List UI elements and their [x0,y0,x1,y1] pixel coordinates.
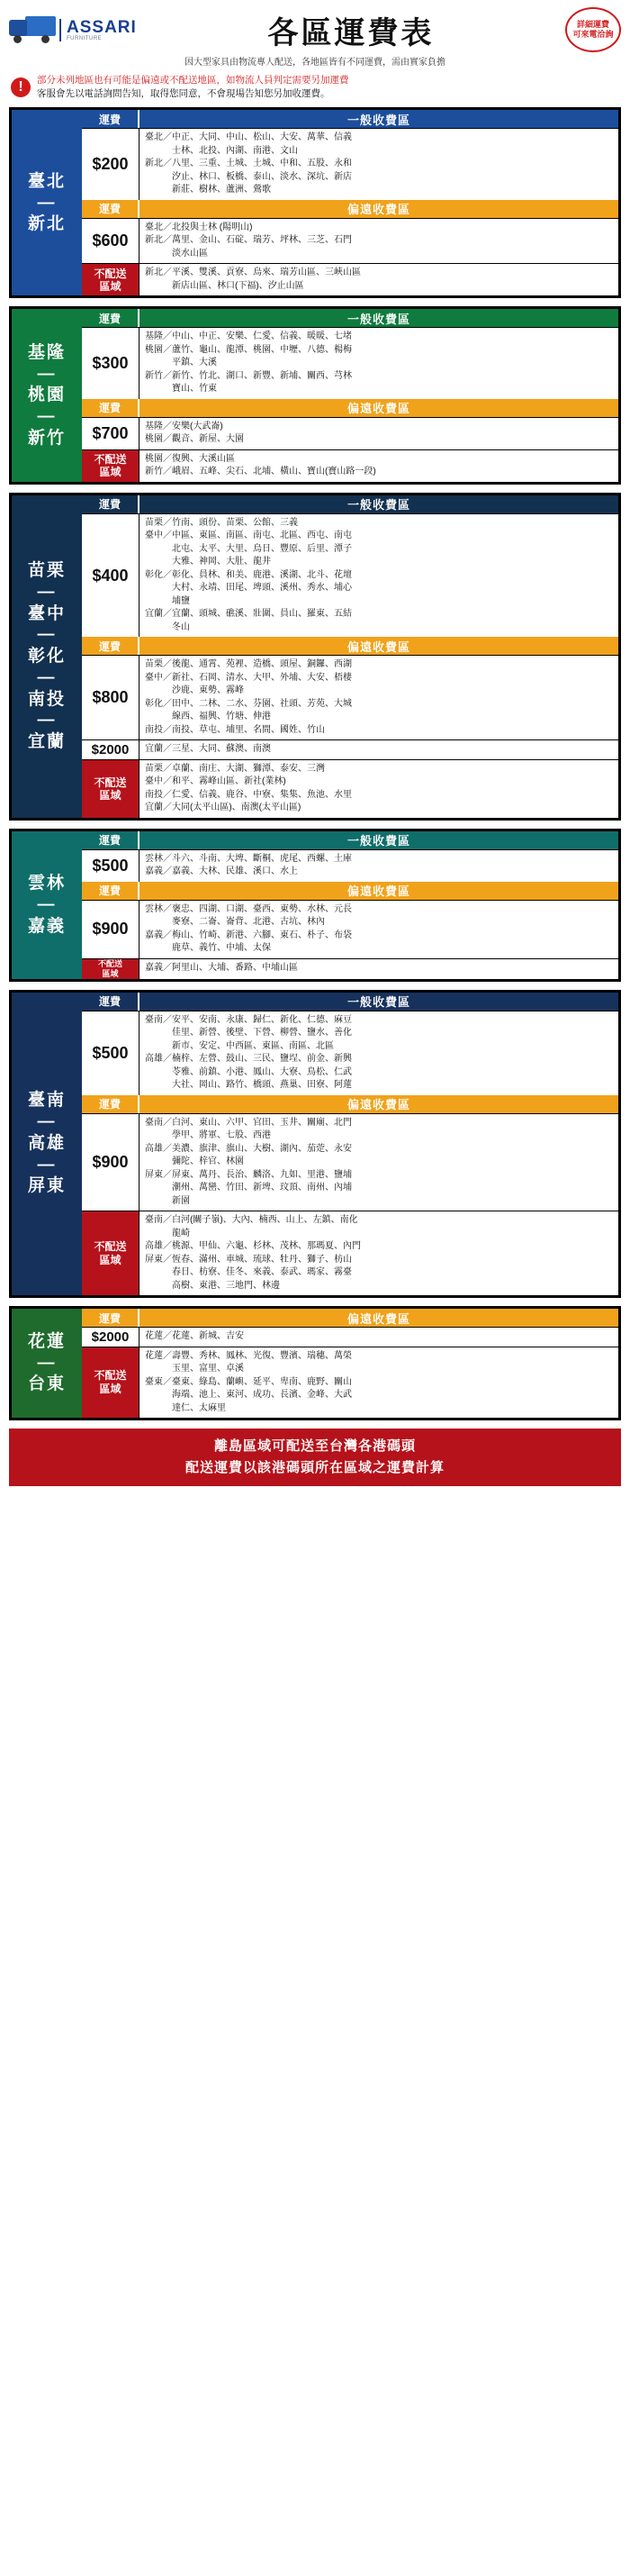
area-line: 新北／平溪、雙溪、貢寮、烏來、瑞芳山區、三峽山區 [145,268,361,278]
area-list [140,656,618,739]
area-line: 大雅、神岡、大肚、龍井 [145,557,271,567]
fee-row [82,128,618,200]
region-rows [82,110,618,295]
fee-price: $800 [82,656,140,739]
area-line: 宜蘭／三星、大同、蘇澳、南澳 [145,744,271,755]
area-line: 臺南／安平、安南、永康、歸仁、新化、仁德、麻豆 [145,1014,352,1025]
fee-row [82,849,618,882]
zone-column-header: 一般收費區 [346,312,410,326]
area-line: 南投／仁愛、信義、鹿谷、中寮、集集、魚池、水里 [145,789,352,800]
area-list [140,219,618,264]
area-line: 冬山 [145,621,190,632]
area-line: 士林、北投、內湖、南港、文山 [145,145,298,156]
fee-price: $500 [82,850,140,882]
area-line: 臺中／新社、石岡、清水、大甲、外埔、大安、梧棲 [145,672,352,683]
remote-zone-header [82,200,618,218]
no-delivery-label: 不配送 區域 [82,450,140,482]
region-rows [82,309,618,482]
zone-column-header: 偏遠收費區 [346,402,410,416]
area-line: 高雄／桃源、甲仙、六龜、杉林、茂林、那瑪夏、內門 [145,1241,361,1252]
area-line: 海端、池上、東河、成功、長濱、金峰、大武 [145,1390,352,1401]
zone-column-header: 偏遠收費區 [346,639,410,654]
area-line: 大社、岡山、路竹、橋頭、燕巢、田寮、阿蓮 [145,1080,352,1091]
notice-line-2: 客服會先以電話詢問告知，取得您同意，不會現場告知您另加收運費。 [37,88,330,100]
exclamation-icon: ! [11,77,31,97]
zone-column-header: 一般收費區 [346,113,410,127]
fee-row [82,327,618,399]
no-delivery-label: 不配送 區域 [82,959,140,979]
area-list [140,850,618,882]
page-subtitle: 因大型家具由物流專人配送，各地區皆有不同運費，需由實家負擔 [184,58,446,68]
fee-column-header: 運費 [82,309,140,327]
area-line: 臺中／中區、東區、南區、南屯、北區、西屯、南屯 [145,531,352,541]
area-line: 苗栗／後龍、通霄、苑裡、造橋、頭屋、銅鑼、西湖 [145,659,352,670]
area-line: 龍崎 [145,1228,190,1238]
normal-zone-header [82,309,618,327]
area-line: 臺中／和平、霧峰山區、新社(業林) [145,776,286,787]
zone-column-header: 偏遠收費區 [346,884,410,899]
fee-row [82,1327,618,1347]
area-line: 新竹／峨眉、五峰、尖石、北埔、橫山、寶山(寶山路一段) [145,467,376,477]
fee-row [82,449,618,482]
fee-row [82,1347,618,1419]
area-list [140,264,618,295]
area-list [140,760,618,818]
area-line: 花蓮／花蓮、新城、吉安 [145,1331,244,1342]
page-title: 各區運費表 [267,15,435,50]
area-line: 新店山區、林口(下福)、汐止山區 [145,280,304,291]
area-line: 桃園／觀音、新屋、大園 [145,434,244,445]
area-line: 苗栗／卓蘭、南庄、大湖、獅潭、泰安、三灣 [145,763,325,774]
area-line: 臺北／中正、大同、中山、松山、大安、萬華、信義 [145,132,352,143]
zone-column-header: 偏遠收費區 [346,1311,410,1326]
fee-row [82,900,618,958]
notice-bar [0,71,630,107]
fee-row [82,958,618,979]
area-list [140,418,618,449]
region-name: 臺北 — 新北 [12,110,82,295]
fee-column-header: 運費 [82,882,140,900]
region-block [9,306,621,485]
no-delivery-label: 不配送 區域 [82,264,140,295]
footer-line-1: 離島區域可配送至台灣各港碼頭 [213,1438,416,1455]
area-line: 桃園／蘆竹、龜山、龍潭、桃園、中壢、八德、楊梅 [145,344,352,355]
region-block [9,990,621,1299]
fee-row [82,759,618,818]
fee-row [82,417,618,449]
normal-zone-header [82,495,618,513]
area-line: 苗栗／竹南、頭份、苗栗、公館、三義 [145,517,298,528]
region-block [9,829,621,982]
footer-note [9,1429,621,1486]
area-line: 平鎮、大溪 [145,358,217,368]
area-line: 淡水山區 [145,248,208,259]
region-name: 臺南 — 高雄 — 屏東 [12,993,82,1296]
region-rows [82,993,618,1296]
region-rows [82,831,618,979]
fee-column-header: 運費 [82,993,140,1011]
area-line: 新北／八里、三重、土城、土城、中和、五股、永和 [145,159,352,169]
brand-name: ASSARI [67,17,137,37]
normal-zone-header [82,993,618,1011]
area-line: 新竹／新竹、竹北、湖口、新豐、新埔、關西、芎林 [145,370,352,381]
zone-column-header: 一般收費區 [346,834,410,848]
region-name: 基隆 — 桃園 — 新竹 [12,309,82,482]
fee-column-header: 運費 [82,637,140,655]
region-rows [82,1309,618,1418]
area-line: 新市、安定、中西區、東區、南區、北區 [145,1040,334,1051]
normal-zone-header [82,831,618,849]
area-line: 彰化／彰化、員林、和美、鹿港、溪湖、北斗、花壇 [145,569,352,580]
area-line: 嘉義／梅山、竹崎、新港、六腳、東石、朴子、布袋 [145,930,352,940]
area-line: 鹿草、義竹、中埔、太保 [145,943,271,954]
area-line: 彌陀、梓官、林園 [145,1156,244,1167]
page-header [0,0,630,56]
region-name: 苗栗 — 臺中 — 彰化 — 南投 — 宜蘭 [12,495,82,818]
area-list [140,328,618,399]
fee-row [82,1011,618,1095]
area-line: 嘉義／阿里山、大埔、番路、中埔山區 [145,962,298,973]
footer-line-2: 配送運費以該港碼頭所在區域之運費計算 [184,1460,445,1476]
fee-row [82,655,618,739]
fee-column-header: 運費 [82,110,140,128]
fee-row [82,739,618,759]
area-line: 埔鹽 [145,595,190,606]
area-line: 嘉義／嘉義、大林、民雄、溪口、水上 [145,866,298,877]
fee-column-header: 運費 [82,1309,140,1327]
area-list [140,1328,618,1347]
fee-price: $2000 [82,740,140,759]
area-line: 佳里、新營、後壁、下營、柳營、鹽水、善化 [145,1028,352,1039]
area-line: 南投／南投、草屯、埔里、名間、國姓、竹山 [145,724,325,735]
no-delivery-label: 不配送 區域 [82,1347,140,1419]
remote-zone-header [82,882,618,900]
remote-zone-header [82,637,618,655]
area-line: 基隆／中山、中正、安樂、仁愛、信義、暖暖、七堵 [145,331,352,342]
area-line: 寶山、竹東 [145,384,217,395]
area-list [140,1011,618,1095]
fee-price: $300 [82,328,140,399]
area-list [140,129,618,200]
area-list [140,1347,618,1419]
fee-column-header: 運費 [82,495,140,513]
area-line: 臺北／北投與士林 (陽明山) [145,222,253,232]
region-block [9,107,621,298]
fee-row [82,1113,618,1211]
delivery-truck-icon [9,14,56,45]
area-list [140,901,618,958]
area-line: 屏東／屏東、萬丹、長治、麟洛、九如、里港、鹽埔 [145,1169,352,1180]
area-line: 宜蘭／大同(太平山區)、南澳(太平山區) [145,803,302,813]
area-line: 大村、永靖、田尾、埤頭、溪州、秀水、埔心 [145,583,352,594]
area-line: 臺南／白河(關子嶺)、大內、楠西、山上、左鎮、南化 [145,1215,358,1226]
fee-row [82,1211,618,1295]
region-block [9,493,621,821]
area-line: 高雄／楠梓、左營、鼓山、三民、鹽埕、前金、新興 [145,1054,352,1065]
remote-zone-header [82,1095,618,1113]
region-rows [82,495,618,818]
area-line: 汐止、林口、板橋、泰山、淡水、深坑、新店 [145,171,352,182]
area-line: 新北／萬里、金山、石碇、瑞芳、坪林、三芝、石門 [145,235,352,246]
area-line: 達仁、太麻里 [145,1402,226,1413]
area-list [140,740,618,759]
area-line: 高樹、東港、三地門、林邊 [145,1280,280,1291]
zone-column-header: 一般收費區 [346,498,410,512]
fee-row [82,218,618,264]
stamp-line-2: 可來電洽詢 [572,30,614,39]
brand-logo [9,14,137,45]
area-line: 花蓮／壽豐、秀林、鳳林、光復、豐濱、瑞穗、萬榮 [145,1350,352,1361]
area-list [140,1114,618,1211]
area-list [140,514,618,638]
region-name: 雲林 — 嘉義 [12,831,82,979]
fee-price: $700 [82,418,140,449]
area-line: 臺東／臺東、綠島、蘭嶼、延平、卑南、鹿野、關山 [145,1376,352,1387]
fee-column-header: 運費 [82,200,140,218]
area-line: 苓雅、前鎮、小港、鳳山、大寮、鳥松、仁武 [145,1066,352,1077]
region-block [9,1306,621,1420]
area-line: 玉里、富里、卓溪 [145,1364,244,1374]
contact-stamp [565,7,621,52]
notice-line-1: 部分未列地區也有可能是偏遠或不配送地區，如物流人員判定需要另加運費 [37,75,349,86]
fee-price: $400 [82,514,140,638]
zone-column-header: 偏遠收費區 [346,1098,410,1112]
region-name: 花蓮 — 台東 [12,1309,82,1418]
area-line: 雲林／斗六、斗南、大埤、斷桐、虎尾、西螺、土庫 [145,853,352,864]
fee-price: $2000 [82,1328,140,1347]
area-line: 沙鹿、東勢、霧峰 [145,685,244,696]
area-line: 屏東／恆春、滿州、車城、琉球、牡丹、獅子、枋山 [145,1254,352,1265]
stamp-line-1: 詳細運費 [576,19,609,29]
fee-price: $600 [82,219,140,264]
area-line: 潮州、萬巒、竹田、新埤、玟頂、南州、內埔 [145,1183,352,1193]
fee-column-header: 運費 [82,831,140,849]
area-line: 宜蘭／宜蘭、頭城、礁溪、壯圍、員山、羅東、五結 [145,609,352,620]
brand-subtitle: FURNITURE [67,35,103,41]
fee-price: $500 [82,1011,140,1095]
notice-text [37,74,349,101]
area-line: 雲林／褒忠、四湖、口湖、臺西、東勢、水林、元長 [145,903,352,914]
fee-row [82,263,618,295]
regions-container [0,107,630,1420]
area-line: 北屯、太平、大里、烏日、豐原、后里、潭子 [145,543,352,554]
normal-zone-header [82,110,618,128]
area-line: 新園 [145,1195,190,1206]
area-line: 基隆／安樂(大武崙) [145,421,223,431]
area-list [140,959,618,979]
zone-column-header: 一般收費區 [346,995,410,1010]
area-line: 線西、福興、竹塘、伸港 [145,712,271,722]
area-line: 學甲、將軍、七股、西港 [145,1130,271,1141]
fee-price: $900 [82,1114,140,1211]
area-line: 麥寮、二崙、崙背、北港、古坑、林內 [145,917,325,928]
area-line: 新莊、樹林、蘆洲、鶯歌 [145,185,271,195]
zone-column-header: 偏遠收費區 [346,203,410,217]
no-delivery-label: 不配送 區域 [82,1211,140,1295]
area-line: 彰化／田中、二林、二水、芬園、社頭、芳苑、大城 [145,698,352,709]
area-list [140,1211,618,1295]
area-line: 桃園／復興、大溪山區 [145,453,235,464]
fee-price: $200 [82,129,140,200]
area-line: 高雄／美濃、旗津、旗山、大樹、湖內、茄萣、永安 [145,1143,352,1154]
remote-zone-header [82,1309,618,1327]
no-delivery-label: 不配送 區域 [82,760,140,818]
fee-price: $900 [82,901,140,958]
area-list [140,450,618,482]
area-line: 臺南／白河、東山、六甲、官田、玉井、關廟、北門 [145,1117,352,1128]
fee-row [82,513,618,638]
area-line: 春日、枋寮、佳冬、來義、泰武、瑪家、霧臺 [145,1267,352,1278]
remote-zone-header [82,399,618,417]
fee-column-header: 運費 [82,399,140,417]
fee-column-header: 運費 [82,1095,140,1113]
